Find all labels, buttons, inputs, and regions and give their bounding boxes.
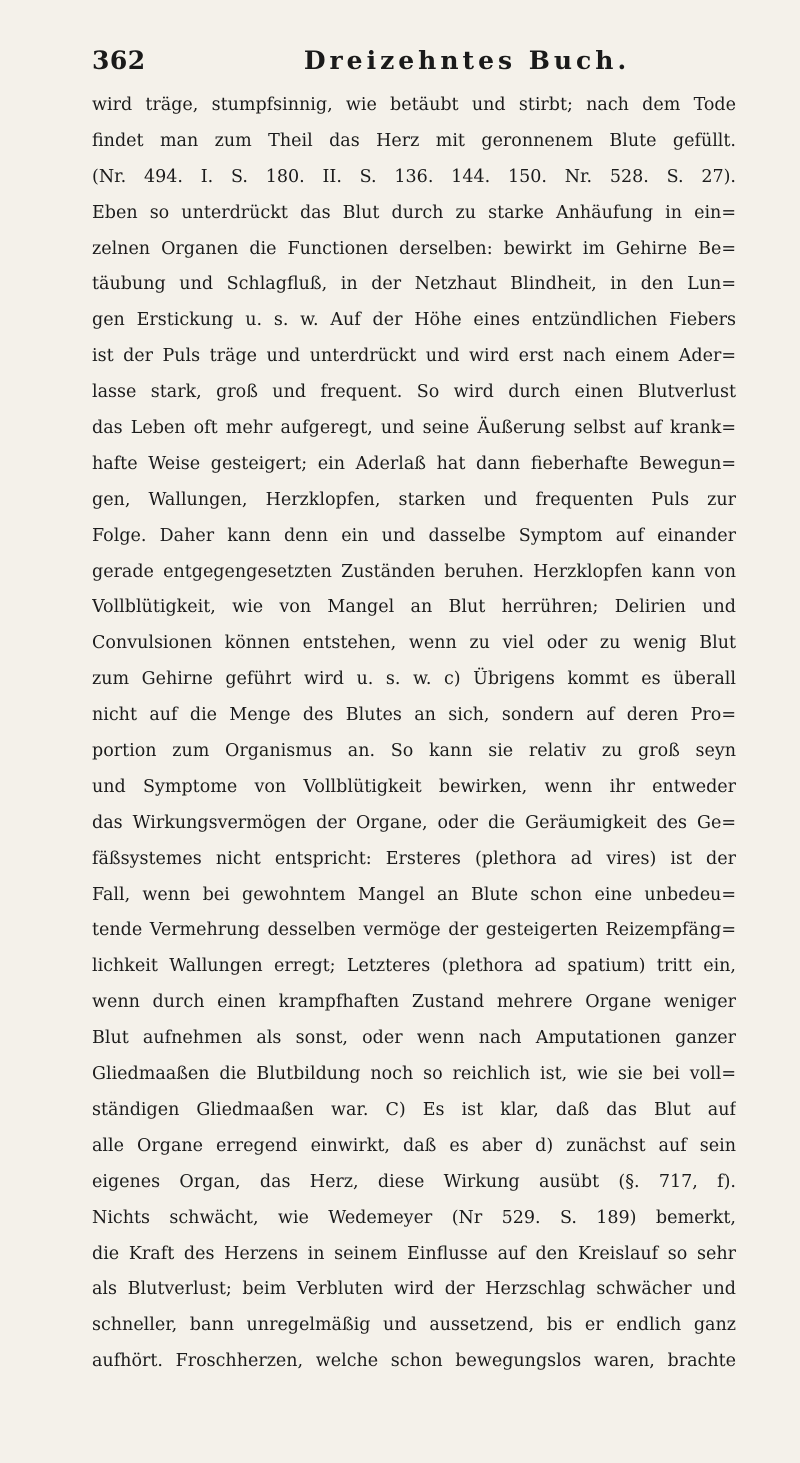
text-line: als Blutverlust; beim Verbluten wird der Herzschlag schwächer und xyxy=(92,1279,736,1300)
text-line: wenn durch einen krampfhaften Zustand mehrere Organe weniger xyxy=(92,992,736,1013)
text-line: schneller, bann unregelmäßig und aussetzend, bis er endlich ganz xyxy=(92,1315,736,1336)
text-line: Nichts schwächt, wie Wedemeyer (Nr 529. S. 189) bemerkt, xyxy=(92,1207,736,1228)
text-line: aufhört. Froschherzen, welche schon bewegungslos waren, brachte xyxy=(92,1351,736,1372)
text-line: fäßsystemes nicht entspricht: Ersteres (plethora ad vires) ist der xyxy=(92,848,736,869)
text-line: das Wirkungsvermögen der Organe, oder die Geräumigkeit des Ge= xyxy=(92,812,736,833)
text-line: Convulsionen können entstehen, wenn zu viel oder zu wenig Blut xyxy=(92,633,736,654)
text-line: Gliedmaaßen die Blutbildung noch so reichlich ist, wie sie bei voll= xyxy=(92,1064,736,1085)
running-title: Dreizehntes Buch. xyxy=(303,46,631,75)
text-line: findet man zum Theil das Herz mit geronnenem Blute gefüllt. xyxy=(92,130,736,151)
text-line: gerade entgegengesetzten Zuständen beruhen. Herzklopfen kann von xyxy=(92,561,736,582)
text-line: tende Vermehrung desselben vermöge der gesteigerten Reizempfäng= xyxy=(92,920,736,941)
text-line: (Nr. 494. I. S. 180. II. S. 136. 144. 150. Nr. 528. S. 27). xyxy=(92,166,736,187)
body-text xyxy=(92,88,736,1380)
text-line: nicht auf die Menge des Blutes an sich, sondern auf deren Pro= xyxy=(92,705,736,726)
text-line: portion zum Organismus an. So kann sie relativ zu groß seyn xyxy=(92,741,736,762)
text-line: Eben so unterdrückt das Blut durch zu starke Anhäufung in ein= xyxy=(92,202,736,223)
text-line: Fall, wenn bei gewohntem Mangel an Blute schon eine unbedeu= xyxy=(92,884,736,905)
text-line: lasse stark, groß und frequent. So wird durch einen Blutverlust xyxy=(92,382,736,403)
text-line: zelnen Organen die Functionen derselben: bewirkt im Gehirne Be= xyxy=(92,238,736,259)
text-line: gen, Wallungen, Herzklopfen, starken und frequenten Puls zur xyxy=(92,489,736,510)
page-header xyxy=(92,46,732,86)
text-line: und Symptome von Vollblütigkeit bewirken, wenn ihr entweder xyxy=(92,776,736,797)
text-line: Blut aufnehmen als sonst, oder wenn nach Amputationen ganzer xyxy=(92,1028,736,1049)
text-line: ist der Puls träge und unterdrückt und wird erst nach einem Ader= xyxy=(92,346,736,367)
text-line: zum Gehirne geführt wird u. s. w. c) Übrigens kommt es überall xyxy=(92,669,736,690)
text-line: wird träge, stumpfsinnig, wie betäubt und stirbt; nach dem Tode xyxy=(92,95,736,115)
text-line: Vollblütigkeit, wie von Mangel an Blut herrühren; Delirien und xyxy=(92,597,736,618)
text-line: lichkeit Wallungen erregt; Letzteres (plethora ad spatium) tritt ein, xyxy=(92,956,736,977)
text-line: die Kraft des Herzens in seinem Einflusse auf den Kreislauf so sehr xyxy=(92,1243,736,1264)
text-line: gen Erstickung u. s. w. Auf der Höhe eines entzündlichen Fiebers xyxy=(92,310,736,331)
text-line: hafte Weise gesteigert; ein Aderlaß hat dann fieberhafte Bewegun= xyxy=(92,453,736,474)
text-line: alle Organe erregend einwirkt, daß es aber d) zunächst auf sein xyxy=(92,1135,736,1156)
page-number: 362 xyxy=(92,46,146,75)
text-line: eigenes Organ, das Herz, diese Wirkung ausübt (§. 717, f). xyxy=(92,1171,736,1192)
text-line: täubung und Schlagfluß, in der Netzhaut Blindheit, in den Lun= xyxy=(92,274,736,295)
text-line: ständigen Gliedmaaßen war. C) Es ist klar, daß das Blut auf xyxy=(92,1099,736,1120)
text-line: Folge. Daher kann denn ein und dasselbe Symptom auf einander xyxy=(92,525,736,546)
text-line: das Leben oft mehr aufgeregt, und seine Äußerung selbst auf krank= xyxy=(92,418,736,439)
